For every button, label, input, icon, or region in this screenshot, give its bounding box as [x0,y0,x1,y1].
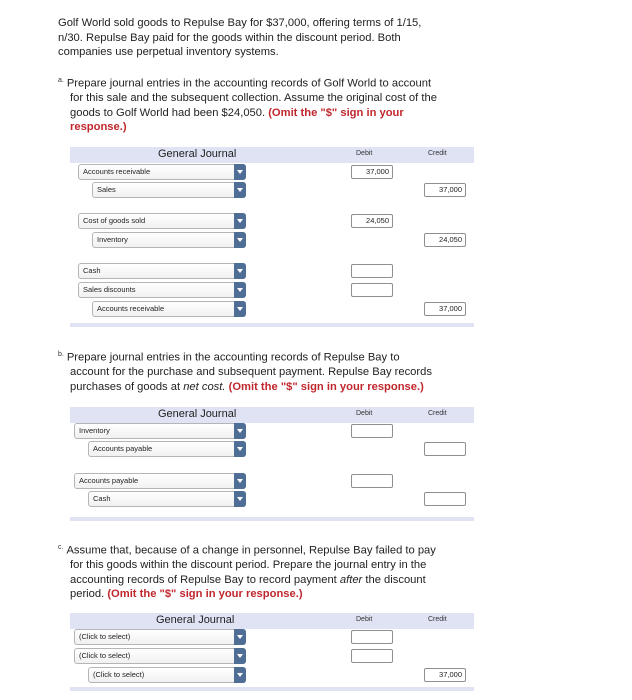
debit-header: Debit [356,150,373,157]
intro-line: Golf World sold goods to Repulse Bay for $37,000, offering terms of 1/15, [58,17,422,29]
account-select-value: Accounts payable [93,444,153,453]
credit-input[interactable] [424,442,466,456]
journal-table-a [70,147,474,327]
credit-header: Credit [428,616,447,623]
credit-input[interactable]: 24,050 [424,233,466,247]
part-b-marker: b. [58,351,64,358]
instruction-emphasis: after [339,573,363,586]
account-select[interactable] [78,164,246,180]
journal-title: General Journal [158,148,237,160]
dropdown-arrow-icon[interactable] [234,263,246,279]
part-a-marker: a. [58,77,64,84]
debit-input[interactable] [351,630,393,644]
dropdown-arrow-icon[interactable] [234,491,246,507]
debit-input[interactable] [351,264,393,278]
instruction-line: Assume that, because of a change in personnel, Repulse Bay failed to pay [66,544,436,557]
debit-input[interactable] [351,474,393,488]
dropdown-arrow-icon[interactable] [234,648,246,664]
credit-header: Credit [428,150,447,157]
instruction-emphasis: net cost. [183,380,226,393]
journal-footer-bar [70,687,474,691]
account-select-value: Sales discounts [83,285,136,294]
instruction-line: goods to Golf World had been $24,050. [70,106,266,119]
dropdown-arrow-icon[interactable] [234,441,246,457]
debit-header: Debit [356,616,373,623]
credit-input[interactable]: 37,000 [424,302,466,316]
omit-dollar-note: (Omit the "$" sign in your [268,106,404,119]
dropdown-arrow-icon[interactable] [234,232,246,248]
debit-input[interactable]: 24,050 [351,214,393,228]
account-select-value: Cost of goods sold [83,216,146,225]
dropdown-arrow-icon[interactable] [234,301,246,317]
account-select-value: (Click to select) [93,670,145,679]
account-select[interactable] [74,629,246,645]
account-select-value: (Click to select) [79,632,131,641]
journal-title: General Journal [158,408,237,420]
part-a-instructions [58,74,437,135]
problem-intro [58,16,421,60]
account-select-value: Inventory [97,235,128,244]
account-select-value: Sales [97,185,116,194]
instruction-line: purchases of goods at [70,380,181,393]
part-c-instructions [58,541,436,602]
dropdown-arrow-icon[interactable] [234,667,246,683]
credit-header: Credit [428,410,447,417]
dropdown-arrow-icon[interactable] [234,473,246,489]
instruction-line: for this sale and the subsequent collection. Assume the original cost of the [70,92,437,105]
dropdown-arrow-icon[interactable] [234,182,246,198]
account-select[interactable] [92,301,246,317]
debit-input[interactable]: 37,000 [351,165,393,179]
dropdown-arrow-icon[interactable] [234,282,246,298]
omit-dollar-note: (Omit the "$" sign in your response.) [228,380,424,393]
instruction-line: the discount [365,573,426,586]
omit-dollar-note: (Omit the "$" sign in your response.) [107,588,303,601]
account-select[interactable] [78,282,246,298]
account-select-value: Accounts payable [79,476,139,485]
account-select[interactable] [88,441,246,457]
account-select[interactable] [78,263,246,279]
account-select-value: Inventory [79,426,110,435]
debit-input[interactable] [351,283,393,297]
journal-table-c [70,613,474,693]
account-select-value: Accounts receivable [83,167,151,176]
instruction-line: account for the purchase and subsequent payment. Repulse Bay records [70,366,432,379]
instruction-line: Prepare journal entries in the accounting records of Repulse Bay to [66,351,400,364]
credit-input[interactable]: 37,000 [424,183,466,197]
dropdown-arrow-icon[interactable] [234,213,246,229]
journal-footer-bar [70,323,474,327]
dropdown-arrow-icon[interactable] [234,629,246,645]
account-select[interactable] [74,473,246,489]
dropdown-arrow-icon[interactable] [234,423,246,439]
dropdown-arrow-icon[interactable] [234,164,246,180]
instruction-line: for this goods within the discount period. Prepare the journal entry in the [70,559,427,572]
intro-line: companies use perpetual inventory systems. [58,46,279,58]
journal-header [70,147,474,163]
debit-input[interactable] [351,649,393,663]
account-select-value: Cash [93,494,111,503]
account-select-value: Cash [83,266,101,275]
journal-title: General Journal [156,614,235,626]
journal-header [70,407,474,423]
journal-table-b [70,407,474,522]
account-select[interactable] [92,182,246,198]
account-select[interactable] [74,648,246,664]
account-select[interactable] [92,232,246,248]
credit-input[interactable] [424,492,466,506]
account-select[interactable] [88,667,246,683]
part-b-instructions [58,348,432,394]
instruction-line: accounting records of Repulse Bay to record payment [70,573,337,586]
account-select-value: (Click to select) [79,651,131,660]
account-select[interactable] [78,213,246,229]
part-c-marker: c. [58,544,64,551]
debit-header: Debit [356,410,373,417]
credit-input[interactable]: 37,000 [424,668,466,682]
account-select[interactable] [74,423,246,439]
omit-dollar-note: response.) [70,121,127,134]
debit-input[interactable] [351,424,393,438]
intro-line: n/30. Repulse Bay paid for the goods within the discount period. Both [58,31,401,44]
instruction-line: Prepare journal entries in the accounting records of Golf World to account [66,77,432,90]
account-select-value: Accounts receivable [97,304,165,313]
instruction-line: period. [70,588,105,601]
journal-header [70,613,474,629]
account-select[interactable] [88,491,246,507]
journal-footer-bar [70,517,474,521]
